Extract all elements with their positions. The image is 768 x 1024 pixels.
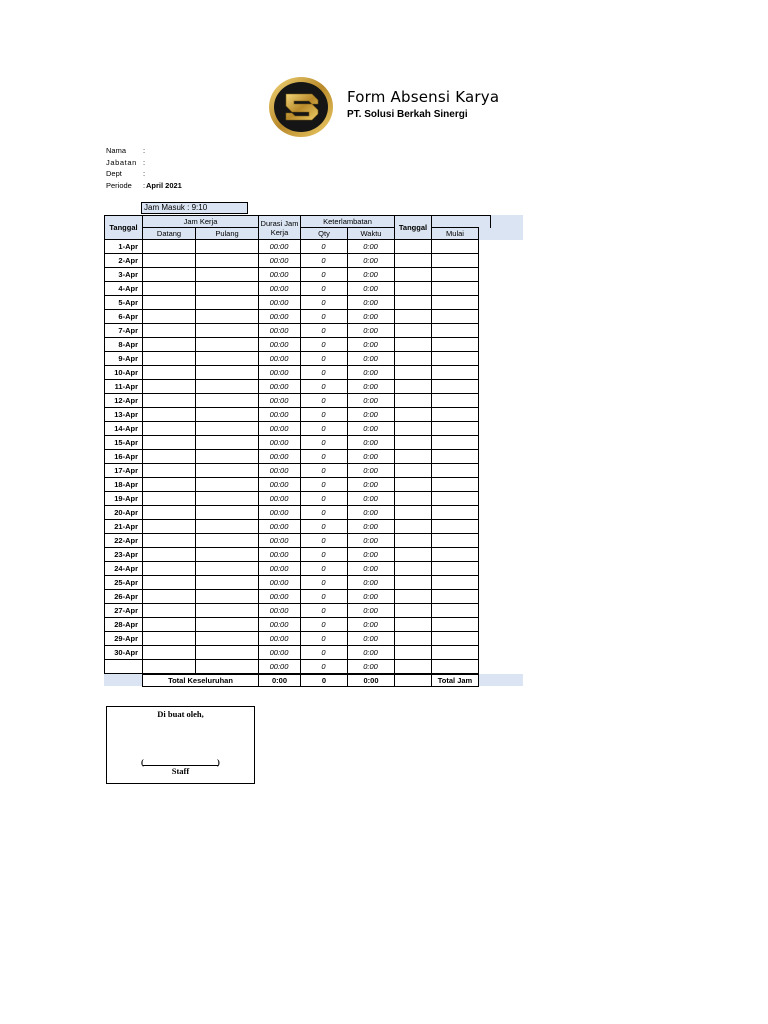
table-cell: 00:00 bbox=[258, 338, 301, 352]
table-cell bbox=[394, 324, 432, 338]
table-cell: 27-Apr bbox=[104, 604, 143, 618]
table-cell: 0:00 bbox=[347, 408, 395, 422]
table-cell bbox=[431, 660, 479, 674]
company-logo bbox=[268, 76, 334, 138]
table-cell: 17-Apr bbox=[104, 464, 143, 478]
table-cell: 0:00 bbox=[347, 604, 395, 618]
table-cell bbox=[431, 604, 479, 618]
table-cell bbox=[195, 436, 259, 450]
table-cell: 0 bbox=[300, 604, 348, 618]
table-cell bbox=[195, 422, 259, 436]
table-cell: 0 bbox=[300, 646, 348, 660]
table-cell: 0:00 bbox=[347, 450, 395, 464]
table-cell bbox=[431, 240, 479, 254]
table-cell bbox=[195, 562, 259, 576]
table-cell bbox=[195, 576, 259, 590]
col-header-tanggal: Tanggal bbox=[104, 215, 143, 240]
table-cell: 0 bbox=[300, 310, 348, 324]
info-row-jabatan bbox=[106, 157, 182, 169]
table-cell bbox=[394, 478, 432, 492]
table-cell: 00:00 bbox=[258, 576, 301, 590]
table-cell bbox=[142, 548, 196, 562]
table-cell bbox=[142, 646, 196, 660]
table-cell: 0 bbox=[300, 492, 348, 506]
table-cell bbox=[394, 380, 432, 394]
table-cell: 16-Apr bbox=[104, 450, 143, 464]
table-cell bbox=[142, 590, 196, 604]
info-value: April 2021 bbox=[146, 180, 182, 190]
table-cell: 0 bbox=[300, 254, 348, 268]
table-cell bbox=[195, 464, 259, 478]
table-cell: 00:00 bbox=[258, 380, 301, 394]
table-cell: 0 bbox=[300, 618, 348, 632]
form-title: Form Absensi Karya bbox=[347, 88, 500, 106]
info-label: Jabatan bbox=[106, 157, 137, 167]
table-cell: 0 bbox=[300, 660, 348, 674]
signature-close-paren: ) bbox=[217, 757, 220, 767]
table-cell bbox=[431, 632, 479, 646]
table-cell: 00:00 bbox=[258, 506, 301, 520]
table-cell bbox=[431, 408, 479, 422]
table-cell: 0:00 bbox=[347, 646, 395, 660]
table-cell bbox=[195, 660, 259, 674]
table-cell: 0:00 bbox=[347, 660, 395, 674]
col-header-durasi: Durasi Jam Kerja bbox=[258, 215, 301, 240]
table-cell: 00:00 bbox=[258, 520, 301, 534]
table-cell bbox=[142, 604, 196, 618]
table-cell bbox=[431, 338, 479, 352]
table-cell: 0 bbox=[300, 534, 348, 548]
table-cell bbox=[195, 450, 259, 464]
table-cell bbox=[394, 338, 432, 352]
table-cell bbox=[142, 380, 196, 394]
col-header-keterlambatan: Keterlambatan bbox=[300, 215, 395, 228]
table-cell bbox=[394, 422, 432, 436]
table-cell: 0:00 bbox=[347, 590, 395, 604]
col-header-waktu: Waktu bbox=[347, 227, 395, 240]
table-cell: 29-Apr bbox=[104, 632, 143, 646]
table-cell: 0:00 bbox=[347, 296, 395, 310]
table-cell: 00:00 bbox=[258, 408, 301, 422]
table-cell bbox=[394, 632, 432, 646]
table-cell bbox=[431, 254, 479, 268]
table-cell bbox=[394, 646, 432, 660]
table-cell bbox=[431, 282, 479, 296]
table-cell bbox=[431, 618, 479, 632]
table-cell: 00:00 bbox=[258, 352, 301, 366]
signature-line bbox=[143, 757, 218, 766]
table-cell: 0 bbox=[300, 576, 348, 590]
table-cell: 22-Apr bbox=[104, 534, 143, 548]
info-label: Periode bbox=[106, 180, 132, 190]
table-cell bbox=[394, 366, 432, 380]
totals-fill-strip-right bbox=[478, 674, 523, 686]
table-cell bbox=[195, 506, 259, 520]
table-cell bbox=[195, 338, 259, 352]
table-cell: 0 bbox=[300, 422, 348, 436]
table-cell: 00:00 bbox=[258, 240, 301, 254]
table-cell bbox=[142, 310, 196, 324]
table-cell: 0 bbox=[300, 366, 348, 380]
table-cell bbox=[394, 604, 432, 618]
table-cell bbox=[142, 324, 196, 338]
table-cell bbox=[195, 366, 259, 380]
table-cell: 0 bbox=[300, 590, 348, 604]
table-cell: 00:00 bbox=[258, 464, 301, 478]
table-cell bbox=[431, 394, 479, 408]
table-cell: 0 bbox=[300, 394, 348, 408]
table-cell bbox=[195, 520, 259, 534]
table-cell: 00:00 bbox=[258, 254, 301, 268]
table-cell bbox=[431, 324, 479, 338]
table-cell bbox=[195, 310, 259, 324]
table-cell bbox=[394, 660, 432, 674]
table-cell: 0:00 bbox=[347, 534, 395, 548]
table-cell: 0:00 bbox=[347, 324, 395, 338]
table-cell bbox=[142, 408, 196, 422]
table-cell bbox=[142, 450, 196, 464]
table-cell: 11-Apr bbox=[104, 380, 143, 394]
table-cell bbox=[394, 464, 432, 478]
table-cell: 00:00 bbox=[258, 394, 301, 408]
table-cell: 0:00 bbox=[347, 520, 395, 534]
table-cell bbox=[431, 506, 479, 520]
info-separator: : bbox=[143, 169, 146, 178]
info-label: Nama bbox=[106, 146, 127, 155]
table-cell: 5-Apr bbox=[104, 296, 143, 310]
table-cell bbox=[195, 548, 259, 562]
table-left-border bbox=[104, 240, 105, 674]
table-cell: 15-Apr bbox=[104, 436, 143, 450]
attendance-table bbox=[104, 215, 478, 687]
table-cell bbox=[142, 268, 196, 282]
table-cell bbox=[195, 534, 259, 548]
total-label-2: Total Jam bbox=[431, 674, 479, 687]
table-cell: 00:00 bbox=[258, 590, 301, 604]
table-cell bbox=[431, 478, 479, 492]
table-cell: 0:00 bbox=[347, 478, 395, 492]
table-cell: 00:00 bbox=[258, 268, 301, 282]
table-cell bbox=[431, 548, 479, 562]
table-cell: 00:00 bbox=[258, 604, 301, 618]
table-cell: 0 bbox=[300, 464, 348, 478]
table-cell: 12-Apr bbox=[104, 394, 143, 408]
table-cell bbox=[431, 450, 479, 464]
table-cell: 00:00 bbox=[258, 310, 301, 324]
table-cell: 00:00 bbox=[258, 422, 301, 436]
table-cell: 0:00 bbox=[347, 268, 395, 282]
table-cell: 00:00 bbox=[258, 492, 301, 506]
table-cell: 25-Apr bbox=[104, 576, 143, 590]
info-row-dept bbox=[106, 168, 182, 180]
table-cell bbox=[394, 394, 432, 408]
table-cell: 19-Apr bbox=[104, 492, 143, 506]
table-cell bbox=[195, 268, 259, 282]
table-cell bbox=[394, 310, 432, 324]
table-cell: 21-Apr bbox=[104, 520, 143, 534]
table-cell: 00:00 bbox=[258, 618, 301, 632]
table-cell: 0 bbox=[300, 240, 348, 254]
table-cell bbox=[195, 394, 259, 408]
table-cell: 0 bbox=[300, 268, 348, 282]
table-cell bbox=[142, 520, 196, 534]
table-cell: 0:00 bbox=[347, 254, 395, 268]
table-cell: 0:00 bbox=[347, 464, 395, 478]
table-cell: 00:00 bbox=[258, 366, 301, 380]
table-cell bbox=[431, 380, 479, 394]
table-cell bbox=[431, 562, 479, 576]
table-cell bbox=[195, 492, 259, 506]
table-cell bbox=[394, 408, 432, 422]
total-empty bbox=[394, 674, 432, 687]
table-cell: 9-Apr bbox=[104, 352, 143, 366]
table-cell: 1-Apr bbox=[104, 240, 143, 254]
table-cell bbox=[142, 464, 196, 478]
table-cell bbox=[142, 506, 196, 520]
table-cell bbox=[142, 394, 196, 408]
table-cell bbox=[142, 478, 196, 492]
table-cell: 0 bbox=[300, 352, 348, 366]
table-cell: 0 bbox=[300, 408, 348, 422]
table-cell bbox=[431, 576, 479, 590]
total-durasi: 0:00 bbox=[258, 674, 301, 687]
table-cell: 20-Apr bbox=[104, 506, 143, 520]
table-cell bbox=[195, 408, 259, 422]
table-cell: 3-Apr bbox=[104, 268, 143, 282]
table-cell: 00:00 bbox=[258, 296, 301, 310]
table-cell: 00:00 bbox=[258, 548, 301, 562]
table-cell: 0:00 bbox=[347, 422, 395, 436]
table-cell bbox=[195, 296, 259, 310]
table-cell bbox=[142, 240, 196, 254]
table-cell bbox=[394, 576, 432, 590]
table-cell bbox=[431, 590, 479, 604]
table-cell: 0 bbox=[300, 548, 348, 562]
table-cell bbox=[142, 618, 196, 632]
table-cell bbox=[394, 296, 432, 310]
table-cell: 00:00 bbox=[258, 324, 301, 338]
table-cell: 13-Apr bbox=[104, 408, 143, 422]
table-cell: 30-Apr bbox=[104, 646, 143, 660]
company-name: PT. Solusi Berkah Sinergi bbox=[347, 109, 468, 120]
table-cell: 26-Apr bbox=[104, 590, 143, 604]
signature-title: Di buat oleh, bbox=[157, 709, 204, 719]
table-cell bbox=[431, 310, 479, 324]
table-cell bbox=[394, 520, 432, 534]
table-cell: 0:00 bbox=[347, 380, 395, 394]
table-cell: 0 bbox=[300, 450, 348, 464]
table-cell: 00:00 bbox=[258, 660, 301, 674]
table-cell bbox=[195, 254, 259, 268]
table-cell: 18-Apr bbox=[104, 478, 143, 492]
table-cell bbox=[142, 534, 196, 548]
info-label: Dept bbox=[106, 169, 122, 178]
table-cell: 0:00 bbox=[347, 240, 395, 254]
table-cell: 28-Apr bbox=[104, 618, 143, 632]
table-cell bbox=[142, 296, 196, 310]
table-cell bbox=[142, 282, 196, 296]
employee-info bbox=[106, 145, 182, 191]
table-cell bbox=[431, 646, 479, 660]
table-cell: 0:00 bbox=[347, 562, 395, 576]
table-cell bbox=[142, 254, 196, 268]
table-cell bbox=[394, 492, 432, 506]
table-cell bbox=[142, 436, 196, 450]
table-cell: 10-Apr bbox=[104, 366, 143, 380]
table-cell bbox=[195, 478, 259, 492]
table-cell bbox=[142, 352, 196, 366]
info-row-periode bbox=[106, 180, 182, 192]
table-cell bbox=[142, 492, 196, 506]
table-cell bbox=[431, 534, 479, 548]
table-cell: 0:00 bbox=[347, 436, 395, 450]
table-cell: 4-Apr bbox=[104, 282, 143, 296]
table-cell bbox=[195, 646, 259, 660]
total-qty: 0 bbox=[300, 674, 348, 687]
table-cell: 0:00 bbox=[347, 282, 395, 296]
table-cell bbox=[195, 352, 259, 366]
table-cell bbox=[394, 590, 432, 604]
table-cell bbox=[142, 576, 196, 590]
total-waktu: 0:00 bbox=[347, 674, 395, 687]
table-cell bbox=[195, 282, 259, 296]
table-cell bbox=[431, 464, 479, 478]
table-cell bbox=[394, 534, 432, 548]
table-cell: 23-Apr bbox=[104, 548, 143, 562]
table-cell: 0:00 bbox=[347, 394, 395, 408]
table-cell: 00:00 bbox=[258, 478, 301, 492]
table-cell bbox=[104, 660, 143, 674]
table-cell: 0:00 bbox=[347, 492, 395, 506]
table-cell bbox=[394, 352, 432, 366]
info-separator: : bbox=[143, 157, 146, 167]
table-cell: 0 bbox=[300, 380, 348, 394]
table-cell bbox=[431, 366, 479, 380]
table-cell bbox=[195, 590, 259, 604]
col-header-pulang: Pulang bbox=[195, 227, 259, 240]
table-cell: 00:00 bbox=[258, 282, 301, 296]
table-cell: 00:00 bbox=[258, 436, 301, 450]
table-cell bbox=[195, 240, 259, 254]
table-cell: 0:00 bbox=[347, 352, 395, 366]
col-header-qty: Qty bbox=[300, 227, 348, 240]
table-cell: 0:00 bbox=[347, 366, 395, 380]
table-cell bbox=[431, 268, 479, 282]
table-cell bbox=[394, 618, 432, 632]
table-cell: 8-Apr bbox=[104, 338, 143, 352]
table-cell bbox=[394, 506, 432, 520]
table-cell bbox=[142, 338, 196, 352]
table-cell: 0:00 bbox=[347, 618, 395, 632]
col-header-datang: Datang bbox=[142, 227, 196, 240]
table-cell: 0:00 bbox=[347, 632, 395, 646]
table-cell bbox=[431, 436, 479, 450]
table-cell bbox=[394, 436, 432, 450]
table-cell bbox=[142, 366, 196, 380]
table-cell bbox=[394, 240, 432, 254]
info-separator: : bbox=[143, 180, 146, 190]
table-cell bbox=[142, 562, 196, 576]
info-separator: : bbox=[143, 146, 146, 155]
table-cell: 14-Apr bbox=[104, 422, 143, 436]
table-cell bbox=[394, 254, 432, 268]
table-cell: 00:00 bbox=[258, 562, 301, 576]
table-cell: 00:00 bbox=[258, 632, 301, 646]
table-cell bbox=[431, 422, 479, 436]
table-cell: 0:00 bbox=[347, 310, 395, 324]
info-row-nama bbox=[106, 145, 182, 157]
table-cell bbox=[195, 604, 259, 618]
table-cell: 6-Apr bbox=[104, 310, 143, 324]
table-cell bbox=[394, 282, 432, 296]
total-label: Total Keseluruhan bbox=[142, 674, 259, 687]
table-cell bbox=[142, 422, 196, 436]
table-cell: 0:00 bbox=[347, 506, 395, 520]
col-header-jam-kerja-label: Jam Kerja bbox=[142, 215, 259, 228]
col-header-mulai: Mulai bbox=[431, 227, 479, 240]
table-cell bbox=[431, 520, 479, 534]
table-cell: 0 bbox=[300, 282, 348, 296]
table-cell: 0 bbox=[300, 436, 348, 450]
table-cell: 0 bbox=[300, 324, 348, 338]
table-cell: 0 bbox=[300, 562, 348, 576]
table-cell: 0:00 bbox=[347, 576, 395, 590]
jam-masuk-cell: Jam Masuk : 9:10 bbox=[141, 202, 248, 214]
signature-role: Staff bbox=[171, 766, 190, 776]
table-cell bbox=[195, 380, 259, 394]
table-cell: 0:00 bbox=[347, 338, 395, 352]
table-cell: 0 bbox=[300, 478, 348, 492]
table-cell: 0 bbox=[300, 296, 348, 310]
table-cell bbox=[195, 324, 259, 338]
table-cell: 0 bbox=[300, 338, 348, 352]
col-header-tanggal-2: Tanggal bbox=[394, 215, 432, 240]
table-cell bbox=[394, 548, 432, 562]
signature-box bbox=[106, 706, 255, 784]
signature-open-paren: ( bbox=[141, 757, 144, 767]
table-cell bbox=[394, 450, 432, 464]
table-cell bbox=[142, 660, 196, 674]
table-cell: 7-Apr bbox=[104, 324, 143, 338]
table-cell: 0 bbox=[300, 520, 348, 534]
table-cell: 2-Apr bbox=[104, 254, 143, 268]
table-cell bbox=[394, 268, 432, 282]
table-cell bbox=[394, 562, 432, 576]
table-cell bbox=[431, 296, 479, 310]
table-cell: 0:00 bbox=[347, 548, 395, 562]
table-cell bbox=[195, 618, 259, 632]
table-cell: 00:00 bbox=[258, 646, 301, 660]
table-cell: 00:00 bbox=[258, 450, 301, 464]
table-cell: 0 bbox=[300, 506, 348, 520]
table-cell bbox=[431, 492, 479, 506]
table-cell bbox=[431, 352, 479, 366]
table-cell bbox=[142, 632, 196, 646]
table-cell: 0 bbox=[300, 632, 348, 646]
table-cell bbox=[195, 632, 259, 646]
table-cell: 00:00 bbox=[258, 534, 301, 548]
table-cell: 24-Apr bbox=[104, 562, 143, 576]
